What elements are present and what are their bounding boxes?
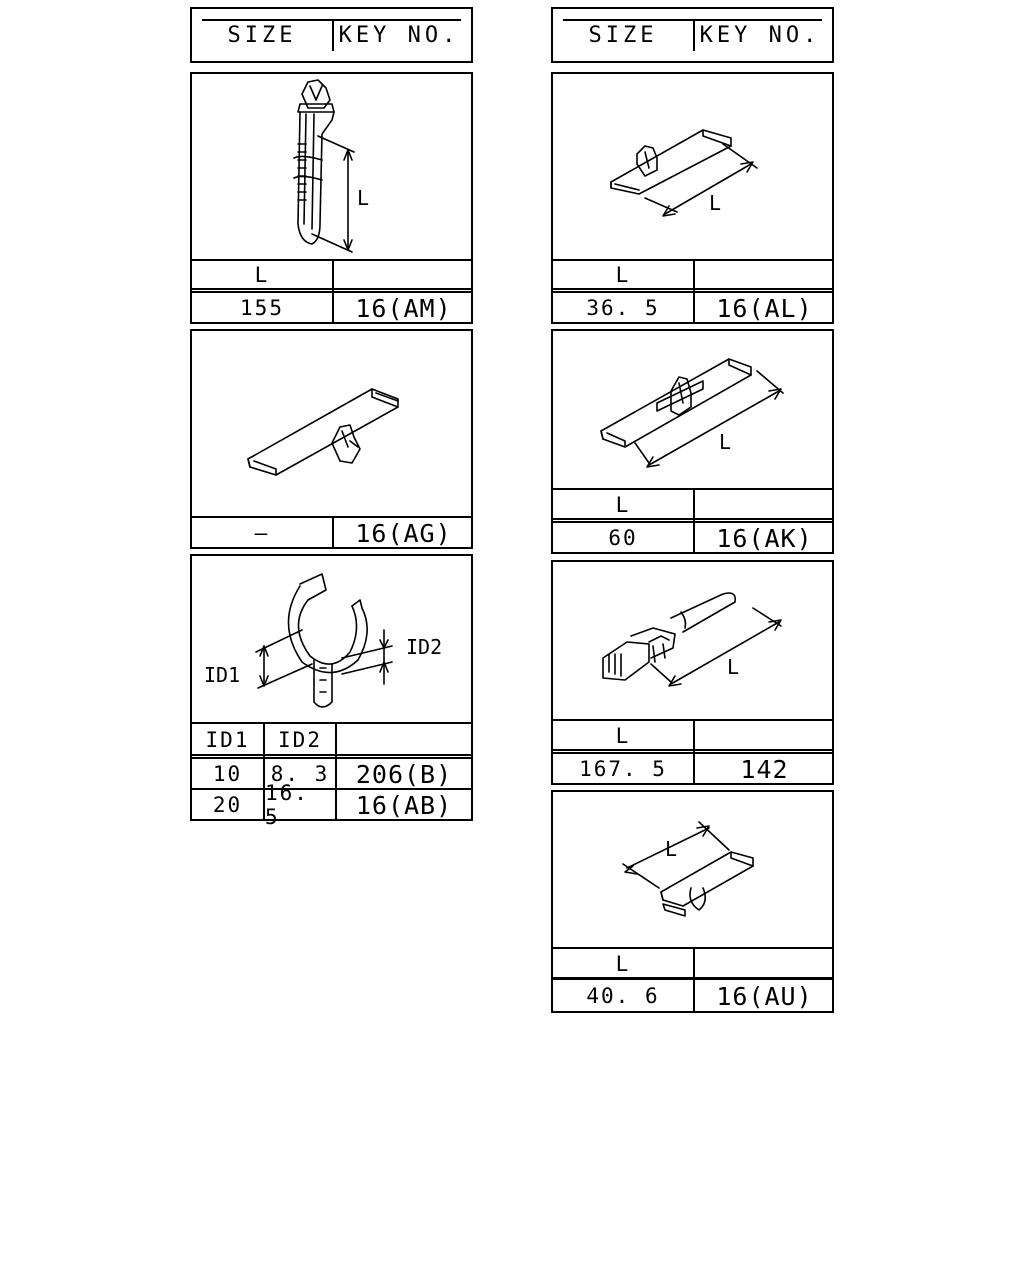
id2-column-label: ID2 (278, 728, 322, 752)
double-rule (192, 754, 471, 759)
id1-column-label: ID1 (205, 728, 250, 752)
size-column-header: SIZE (227, 23, 297, 48)
dimension-label-l: L (719, 430, 732, 454)
key-number[interactable]: 16(AB) (355, 790, 453, 820)
size-column-label: L (615, 493, 631, 517)
edge-clip-illustration (553, 792, 836, 952)
flat-strap-clip-illustration (192, 331, 475, 516)
id2-value: 8. 3 (270, 762, 330, 786)
long-strap-clip-illustration (553, 331, 836, 491)
dimension-label-l: L (665, 837, 678, 861)
short-strap-clip-illustration (553, 74, 836, 259)
cable-tie-mount-illustration (192, 74, 475, 264)
dimension-label-l: L (727, 655, 740, 679)
size-column-label: L (254, 263, 270, 287)
size-column-label: L (615, 724, 631, 748)
key-no-column-header: KEY NO. (338, 23, 460, 48)
id1-value: 20 (212, 793, 243, 817)
key-number[interactable]: 16(AK) (716, 523, 813, 553)
size-value: — (254, 521, 270, 545)
part-card-16ag[interactable] (190, 329, 473, 549)
row-divider (192, 722, 471, 724)
key-number[interactable]: 16(AU) (716, 981, 813, 1011)
size-column-label: L (615, 952, 631, 976)
size-column-label: L (615, 263, 631, 287)
size-value: 60 (608, 526, 638, 550)
double-rule (192, 288, 471, 293)
size-value: 167. 5 (579, 757, 667, 781)
key-number[interactable]: 206(B) (355, 759, 453, 789)
dimension-label-l: L (357, 186, 370, 210)
heavy-rule (553, 977, 832, 980)
part-card-16ab[interactable] (190, 554, 473, 829)
dimension-label-id1: ID1 (204, 663, 241, 687)
part-card-16am[interactable] (190, 72, 473, 324)
key-no-column-header: KEY NO. (699, 23, 821, 48)
part-card-16au[interactable] (551, 790, 834, 1013)
double-rule (553, 749, 832, 754)
double-rule (553, 518, 832, 523)
double-rule (553, 288, 832, 293)
part-card-16al[interactable] (551, 72, 834, 324)
id1-value: 10 (212, 762, 243, 786)
header-right (551, 7, 834, 63)
part-card-16ak[interactable] (551, 329, 834, 554)
size-value: 40. 6 (586, 984, 660, 1008)
key-number[interactable]: 16(AL) (716, 293, 813, 323)
key-number[interactable]: 16(AG) (355, 518, 452, 548)
pipe-clamp-illustration (192, 556, 475, 724)
id2-value: 16. 5 (265, 781, 309, 829)
size-column-header: SIZE (588, 23, 658, 48)
size-value: 36. 5 (586, 296, 660, 320)
key-number[interactable]: 16(AM) (355, 293, 452, 323)
header-left (190, 7, 473, 63)
key-number[interactable]: 142 (740, 754, 789, 784)
part-card-142[interactable] (551, 560, 834, 785)
dimension-label-id2: ID2 (406, 635, 443, 659)
size-value: 155 (240, 296, 284, 320)
dimension-label-l: L (709, 191, 722, 215)
push-clip-with-rod-illustration (553, 562, 836, 722)
